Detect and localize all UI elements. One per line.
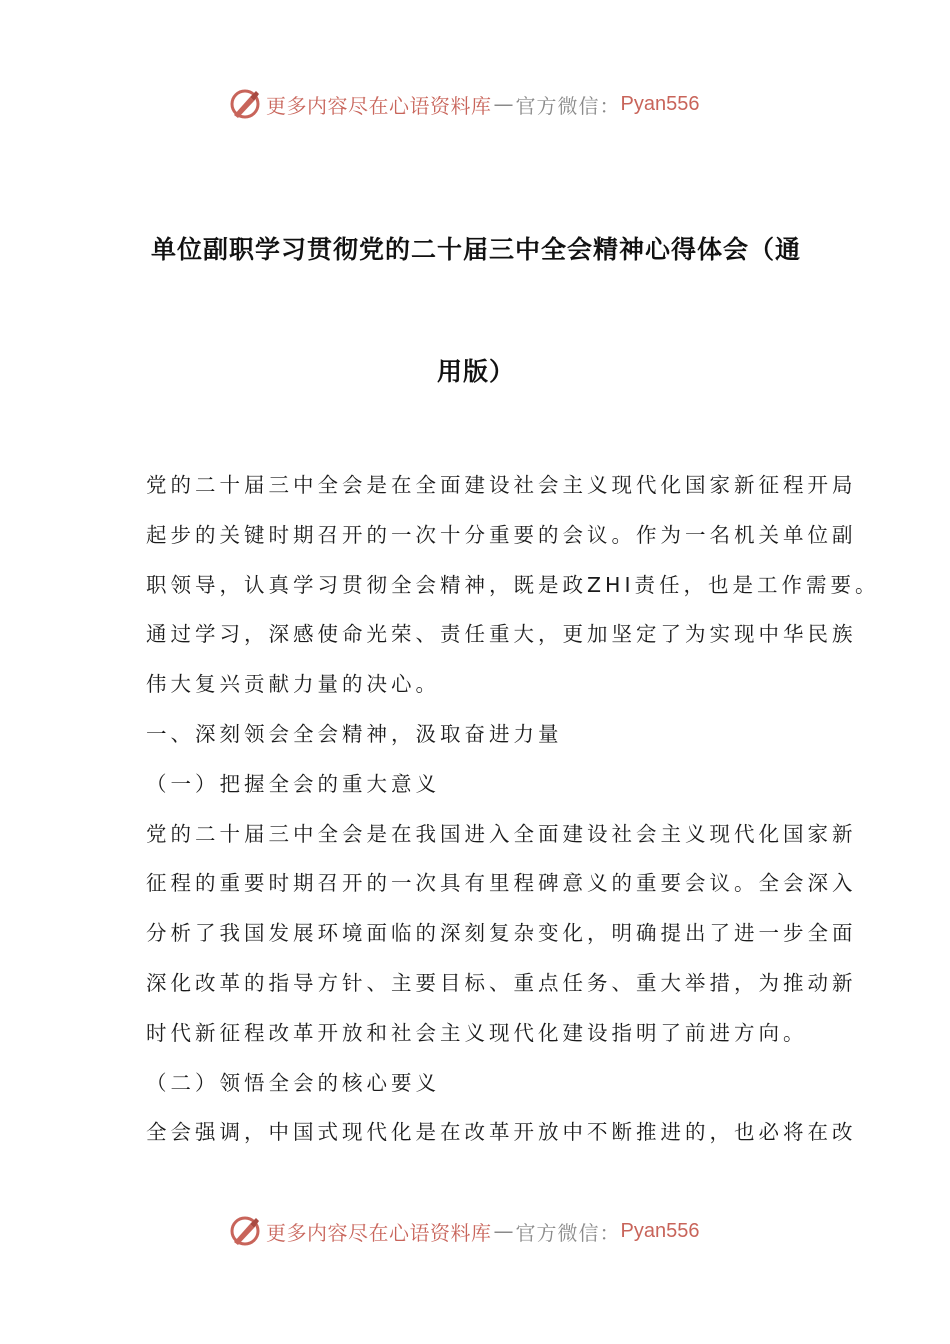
watermark-official-label: 官方微信：	[515, 1220, 621, 1245]
body-line: 征程的重要时期召开的一次具有里程碑意义的重要会议。全会深入	[146, 871, 857, 896]
body-line: 全会强调，中国式现代化是在改革开放中不断推进的，也必将在改	[146, 1120, 857, 1145]
body-line: （二）领悟全会的核心要义	[146, 1070, 440, 1095]
watermark-wechat-id: Pyan556	[620, 92, 700, 115]
header-watermark	[228, 84, 699, 124]
watermark-wechat-id: Pyan556	[620, 1219, 700, 1242]
body-line: 通过学习，深感使命光荣、责任重大，更加坚定了为实现中华民族	[146, 622, 857, 647]
body-line: 深化改革的指导方针、主要目标、重点任务、重大举措，为推动新	[146, 971, 857, 995]
body-line: 党的二十届三中全会是在我国进入全面建设社会主义现代化国家新	[146, 821, 857, 846]
body-line: 起步的关键时期召开的一次十分重要的会议。作为一名机关单位副	[146, 522, 857, 547]
body-line: 党的二十届三中全会是在全面建设社会主义现代化国家新征程开局	[146, 473, 857, 497]
body-line: 时代新征程改革开放和社会主义现代化建设指明了前进方向。	[146, 1020, 808, 1045]
body-line: 职领导，认真学习贯彻全会精神，既是政ZHI责任，也是工作需要。	[146, 572, 880, 597]
watermark-separator: —	[493, 92, 514, 116]
body-line: 一、深刻领会全会精神，汲取奋进力量	[146, 722, 563, 746]
footer-watermark	[228, 1211, 699, 1251]
watermark-separator: —	[493, 1219, 514, 1243]
body-line: 分析了我国发展环境面临的深刻复杂变化，明确提出了进一步全面	[146, 921, 857, 946]
watermark-official-label: 官方微信：	[515, 93, 621, 118]
document-title-line-2: 用版）	[436, 357, 515, 386]
pen-logo-icon	[228, 87, 262, 121]
watermark-promo-text: 更多内容尽在心语资料库	[266, 1220, 492, 1245]
body-line: 伟大复兴贡献力量的决心。	[146, 672, 440, 697]
pen-logo-icon	[228, 1214, 262, 1248]
watermark-promo-text: 更多内容尽在心语资料库	[266, 93, 492, 118]
body-line: （一）把握全会的重大意义	[146, 771, 440, 796]
document-title-line-1: 单位副职学习贯彻党的二十届三中全会精神心得体会（通	[150, 235, 801, 264]
